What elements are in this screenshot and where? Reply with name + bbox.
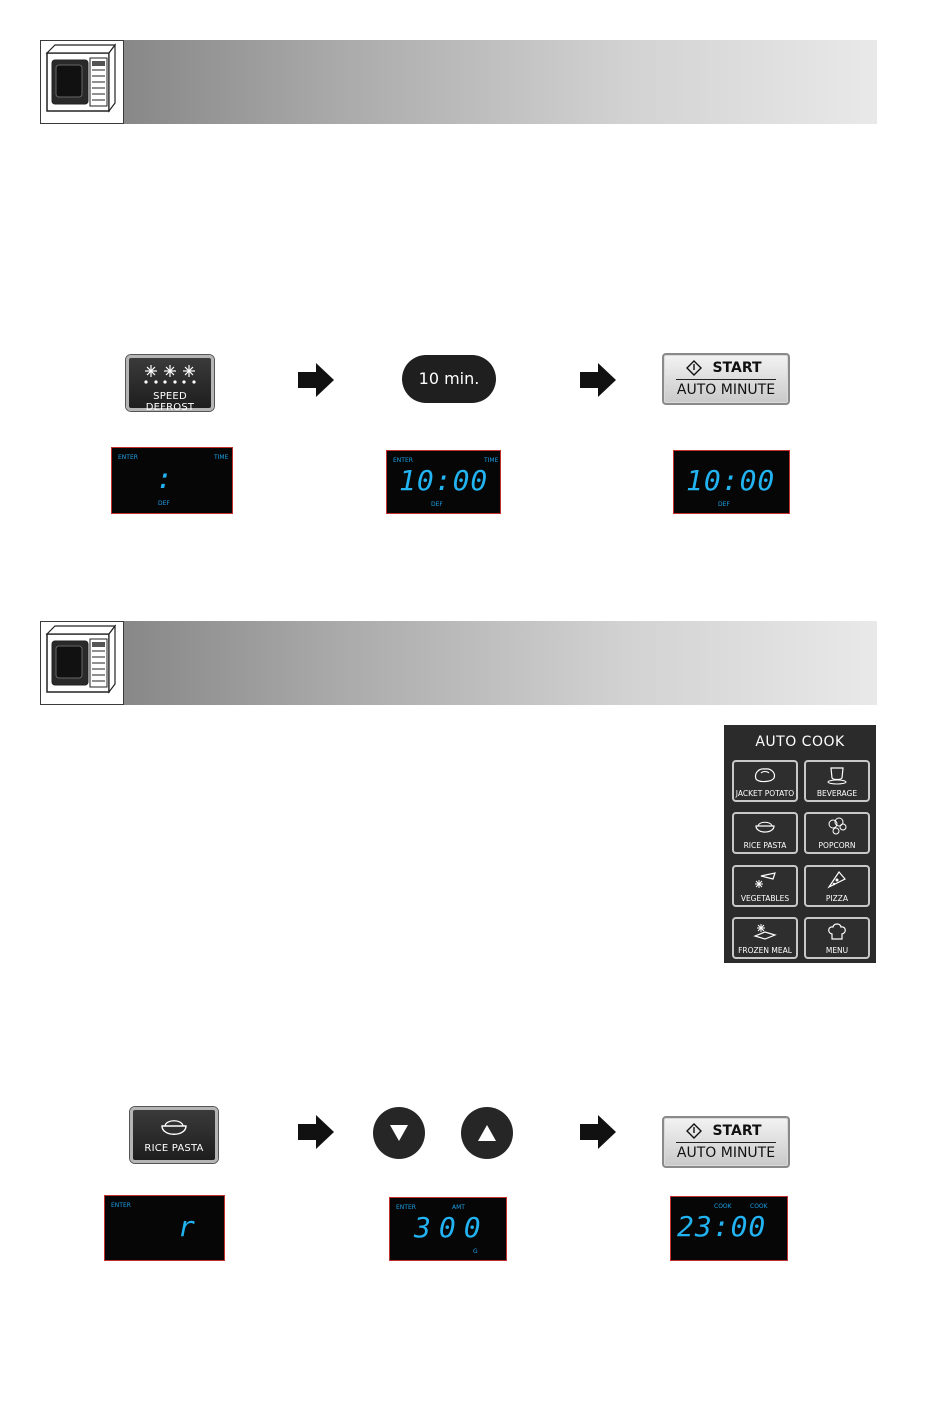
enter-indicator: ENTER	[118, 454, 138, 461]
vegetables-icon	[753, 870, 777, 890]
button-label: BEVERAGE	[816, 789, 858, 798]
button-label: JACKET POTATO	[735, 789, 795, 798]
triangle-down-icon	[389, 1124, 409, 1142]
bowl-icon	[753, 817, 777, 837]
lcd-display	[673, 450, 790, 514]
frozen-meal-icon	[753, 922, 777, 942]
lcd-digits: r	[178, 1210, 196, 1243]
rice-pasta-button[interactable]	[732, 812, 798, 854]
lcd-digits: :	[156, 462, 174, 495]
menu-button[interactable]	[804, 917, 870, 959]
cook-indicator: COOK	[714, 1203, 732, 1210]
amount-indicator: AMT	[452, 1204, 465, 1211]
def-indicator: DEF	[431, 501, 443, 508]
vegetables-button[interactable]	[732, 865, 798, 907]
chef-hat-icon	[825, 922, 849, 942]
lcd-digits: 23:00	[677, 1210, 767, 1243]
speed-defrost-label: SPEED DEFROST	[145, 391, 195, 413]
button-label: RICE PASTA	[743, 841, 787, 850]
right-arrow-icon	[580, 1115, 616, 1149]
cook-indicator: COOK	[750, 1203, 768, 1210]
auto-cook-title: AUTO COOK	[755, 734, 845, 750]
lcd-digits: 10:00	[686, 464, 776, 497]
microwave-icon	[40, 621, 124, 705]
lcd-display	[386, 450, 501, 514]
speed-defrost-button[interactable]	[126, 355, 214, 411]
button-label: POPCORN	[818, 841, 856, 850]
lcd-digits: 10:00	[399, 464, 489, 497]
right-arrow-icon	[298, 363, 334, 397]
potato-icon	[753, 765, 777, 785]
pizza-slice-icon	[825, 870, 849, 890]
lcd-display	[111, 447, 233, 514]
popcorn-icon	[825, 817, 849, 837]
enter-indicator: ENTER	[396, 1204, 416, 1211]
start-label: START	[712, 360, 762, 376]
button-label: PIZZA	[825, 894, 849, 903]
auto-minute-label: AUTO MINUTE	[676, 382, 776, 398]
lcd-display	[104, 1195, 225, 1261]
button-label: MENU	[825, 946, 849, 955]
frozen-meal-button[interactable]	[732, 917, 798, 959]
microwave-icon	[40, 40, 124, 124]
rice-pasta-label: RICE PASTA	[144, 1143, 204, 1154]
right-arrow-icon	[298, 1115, 334, 1149]
up-button[interactable]	[461, 1107, 513, 1159]
start-auto-minute-button[interactable]	[662, 353, 790, 405]
down-button[interactable]	[373, 1107, 425, 1159]
rice-pasta-key[interactable]	[130, 1107, 218, 1163]
start-label: START	[712, 1123, 762, 1139]
gram-unit-indicator: G	[473, 1248, 478, 1255]
enter-indicator: ENTER	[111, 1202, 131, 1209]
auto-cook-panel	[724, 725, 876, 963]
bowl-icon	[159, 1115, 189, 1139]
snowflake-icon	[141, 364, 199, 386]
def-indicator: DEF	[158, 500, 170, 507]
jacket-potato-button[interactable]	[732, 760, 798, 802]
pizza-button[interactable]	[804, 865, 870, 907]
button-label: FROZEN MEAL	[738, 946, 792, 955]
triangle-up-icon	[477, 1124, 497, 1142]
section-header-bar	[40, 40, 877, 124]
beverage-button[interactable]	[804, 760, 870, 802]
time-indicator: TIME	[484, 457, 499, 464]
right-arrow-icon	[580, 363, 616, 397]
ten-min-button[interactable]: 10 min.	[402, 355, 496, 403]
button-label: VEGETABLES	[740, 894, 790, 903]
auto-minute-label: AUTO MINUTE	[676, 1145, 776, 1161]
lcd-digits: 300	[414, 1211, 489, 1244]
lcd-display	[389, 1197, 507, 1261]
enter-indicator: ENTER	[393, 457, 413, 464]
time-indicator: TIME	[214, 454, 229, 461]
start-auto-minute-button[interactable]	[662, 1116, 790, 1168]
popcorn-button[interactable]	[804, 812, 870, 854]
lcd-display	[670, 1196, 788, 1261]
section-header-bar	[40, 621, 877, 705]
cup-icon	[825, 765, 849, 785]
def-indicator: DEF	[718, 501, 730, 508]
